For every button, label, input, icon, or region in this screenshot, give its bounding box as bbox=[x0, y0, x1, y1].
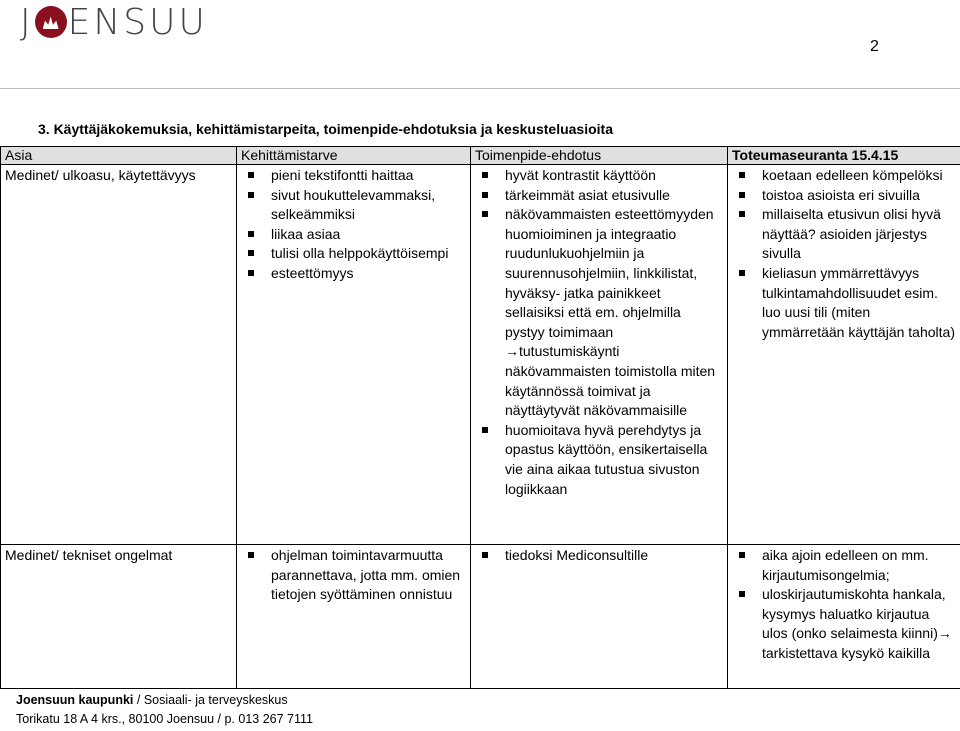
list-item: tulisi olla helppokäyttöisempi bbox=[241, 244, 466, 264]
cell-kehittamistarve bbox=[237, 545, 471, 689]
list-item: liikaa asiaa bbox=[241, 225, 466, 245]
cell-toteuma bbox=[728, 165, 960, 545]
list-item: tärkeimmät asiat etusivulle bbox=[475, 186, 723, 206]
logo-text-prefix: J bbox=[20, 1, 34, 43]
cell-toimenpide bbox=[471, 545, 728, 689]
list-item: pieni tekstifontti haittaa bbox=[241, 166, 466, 186]
cell-toimenpide bbox=[471, 165, 728, 545]
list-item: koetaan edelleen kömpelöksi bbox=[732, 166, 956, 186]
footer-organization bbox=[16, 693, 288, 707]
cell-toteuma bbox=[728, 545, 960, 689]
joensuu-logo bbox=[20, 2, 208, 42]
list-item: uloskirjautumiskohta hankala, kysymys haluatko kirjautua ulos (onko selaimesta kiinni)→ tarkistettava kysykö kaikilla bbox=[732, 585, 956, 663]
header-divider bbox=[0, 88, 960, 89]
header-toteumaseuranta: Toteumaseuranta 15.4.15 bbox=[728, 147, 960, 165]
list-item: sivut houkuttelevammaksi, selkeämmiksi bbox=[241, 186, 466, 225]
footer-separator: / bbox=[133, 693, 144, 707]
list-item: millaiselta etusivun olisi hyvä näyttää? asioiden järjestys sivulla bbox=[732, 205, 956, 264]
footer-unit: Sosiaali- ja terveyskeskus bbox=[143, 693, 288, 707]
table-header-row bbox=[1, 147, 960, 165]
footer-org-name: Joensuun kaupunki bbox=[16, 693, 134, 707]
list-item: huomioitava hyvä perehdytys ja opastus käyttöön, ensikertaisella vie aina aikaa tutustua sivuston logiikkaan bbox=[475, 421, 723, 499]
feedback-table bbox=[0, 146, 960, 689]
footer-address: Torikatu 18 A 4 krs., 80100 Joensuu / p. 013 267 7111 bbox=[16, 712, 313, 726]
list-item: tiedoksi Mediconsultille bbox=[475, 546, 723, 566]
cell-kehittamistarve bbox=[237, 165, 471, 545]
list-item: kieliasun ymmärrettävyys tulkintamahdollisuudet esim. luo uusi tili (miten ymmärretään käyttäjän taholta) bbox=[732, 264, 956, 342]
list-item: näkövammaisten esteettömyyden huomioiminen ja integraatio ruudunlukuohjelmiin ja suurennusohjelmiin, linkkilistat, hyväksy- jatka painikkeet sellaisiksi että em. ohjelmilla pystyy toimimaan →tutustumiskäynti näkövammaisten toimistolla miten käytännössä toimivat ja näyttäytyvät näkövammaisille bbox=[475, 205, 723, 421]
list-item: toistoa asioista eri sivuilla bbox=[732, 186, 956, 206]
logo-text-suffix: ENSUU bbox=[67, 1, 208, 43]
section-title: 3. Käyttäjäkokemuksia, kehittämistarpeita, toimenpide-ehdotuksia ja keskusteluasioita bbox=[38, 121, 613, 137]
header-asia: Asia bbox=[1, 147, 237, 165]
list-item: esteettömyys bbox=[241, 264, 466, 284]
list-item: ohjelman toimintavarmuutta parannettava, jotta mm. omien tietojen syöttäminen onnistuu bbox=[241, 546, 466, 605]
list-item: aika ajoin edelleen on mm. kirjautumisongelmia; bbox=[732, 546, 956, 585]
page-number: 2 bbox=[870, 38, 879, 55]
header-toimenpide: Toimenpide-ehdotus bbox=[471, 147, 728, 165]
cell-asia: Medinet/ tekniset ongelmat bbox=[1, 545, 237, 689]
table-row bbox=[1, 545, 960, 689]
list-item: hyvät kontrastit käyttöön bbox=[475, 166, 723, 186]
cell-asia: Medinet/ ulkoasu, käytettävyys bbox=[1, 165, 237, 545]
logo-emblem-icon bbox=[35, 6, 67, 38]
header-kehittamistarve: Kehittämistarve bbox=[237, 147, 471, 165]
table-row bbox=[1, 165, 960, 545]
